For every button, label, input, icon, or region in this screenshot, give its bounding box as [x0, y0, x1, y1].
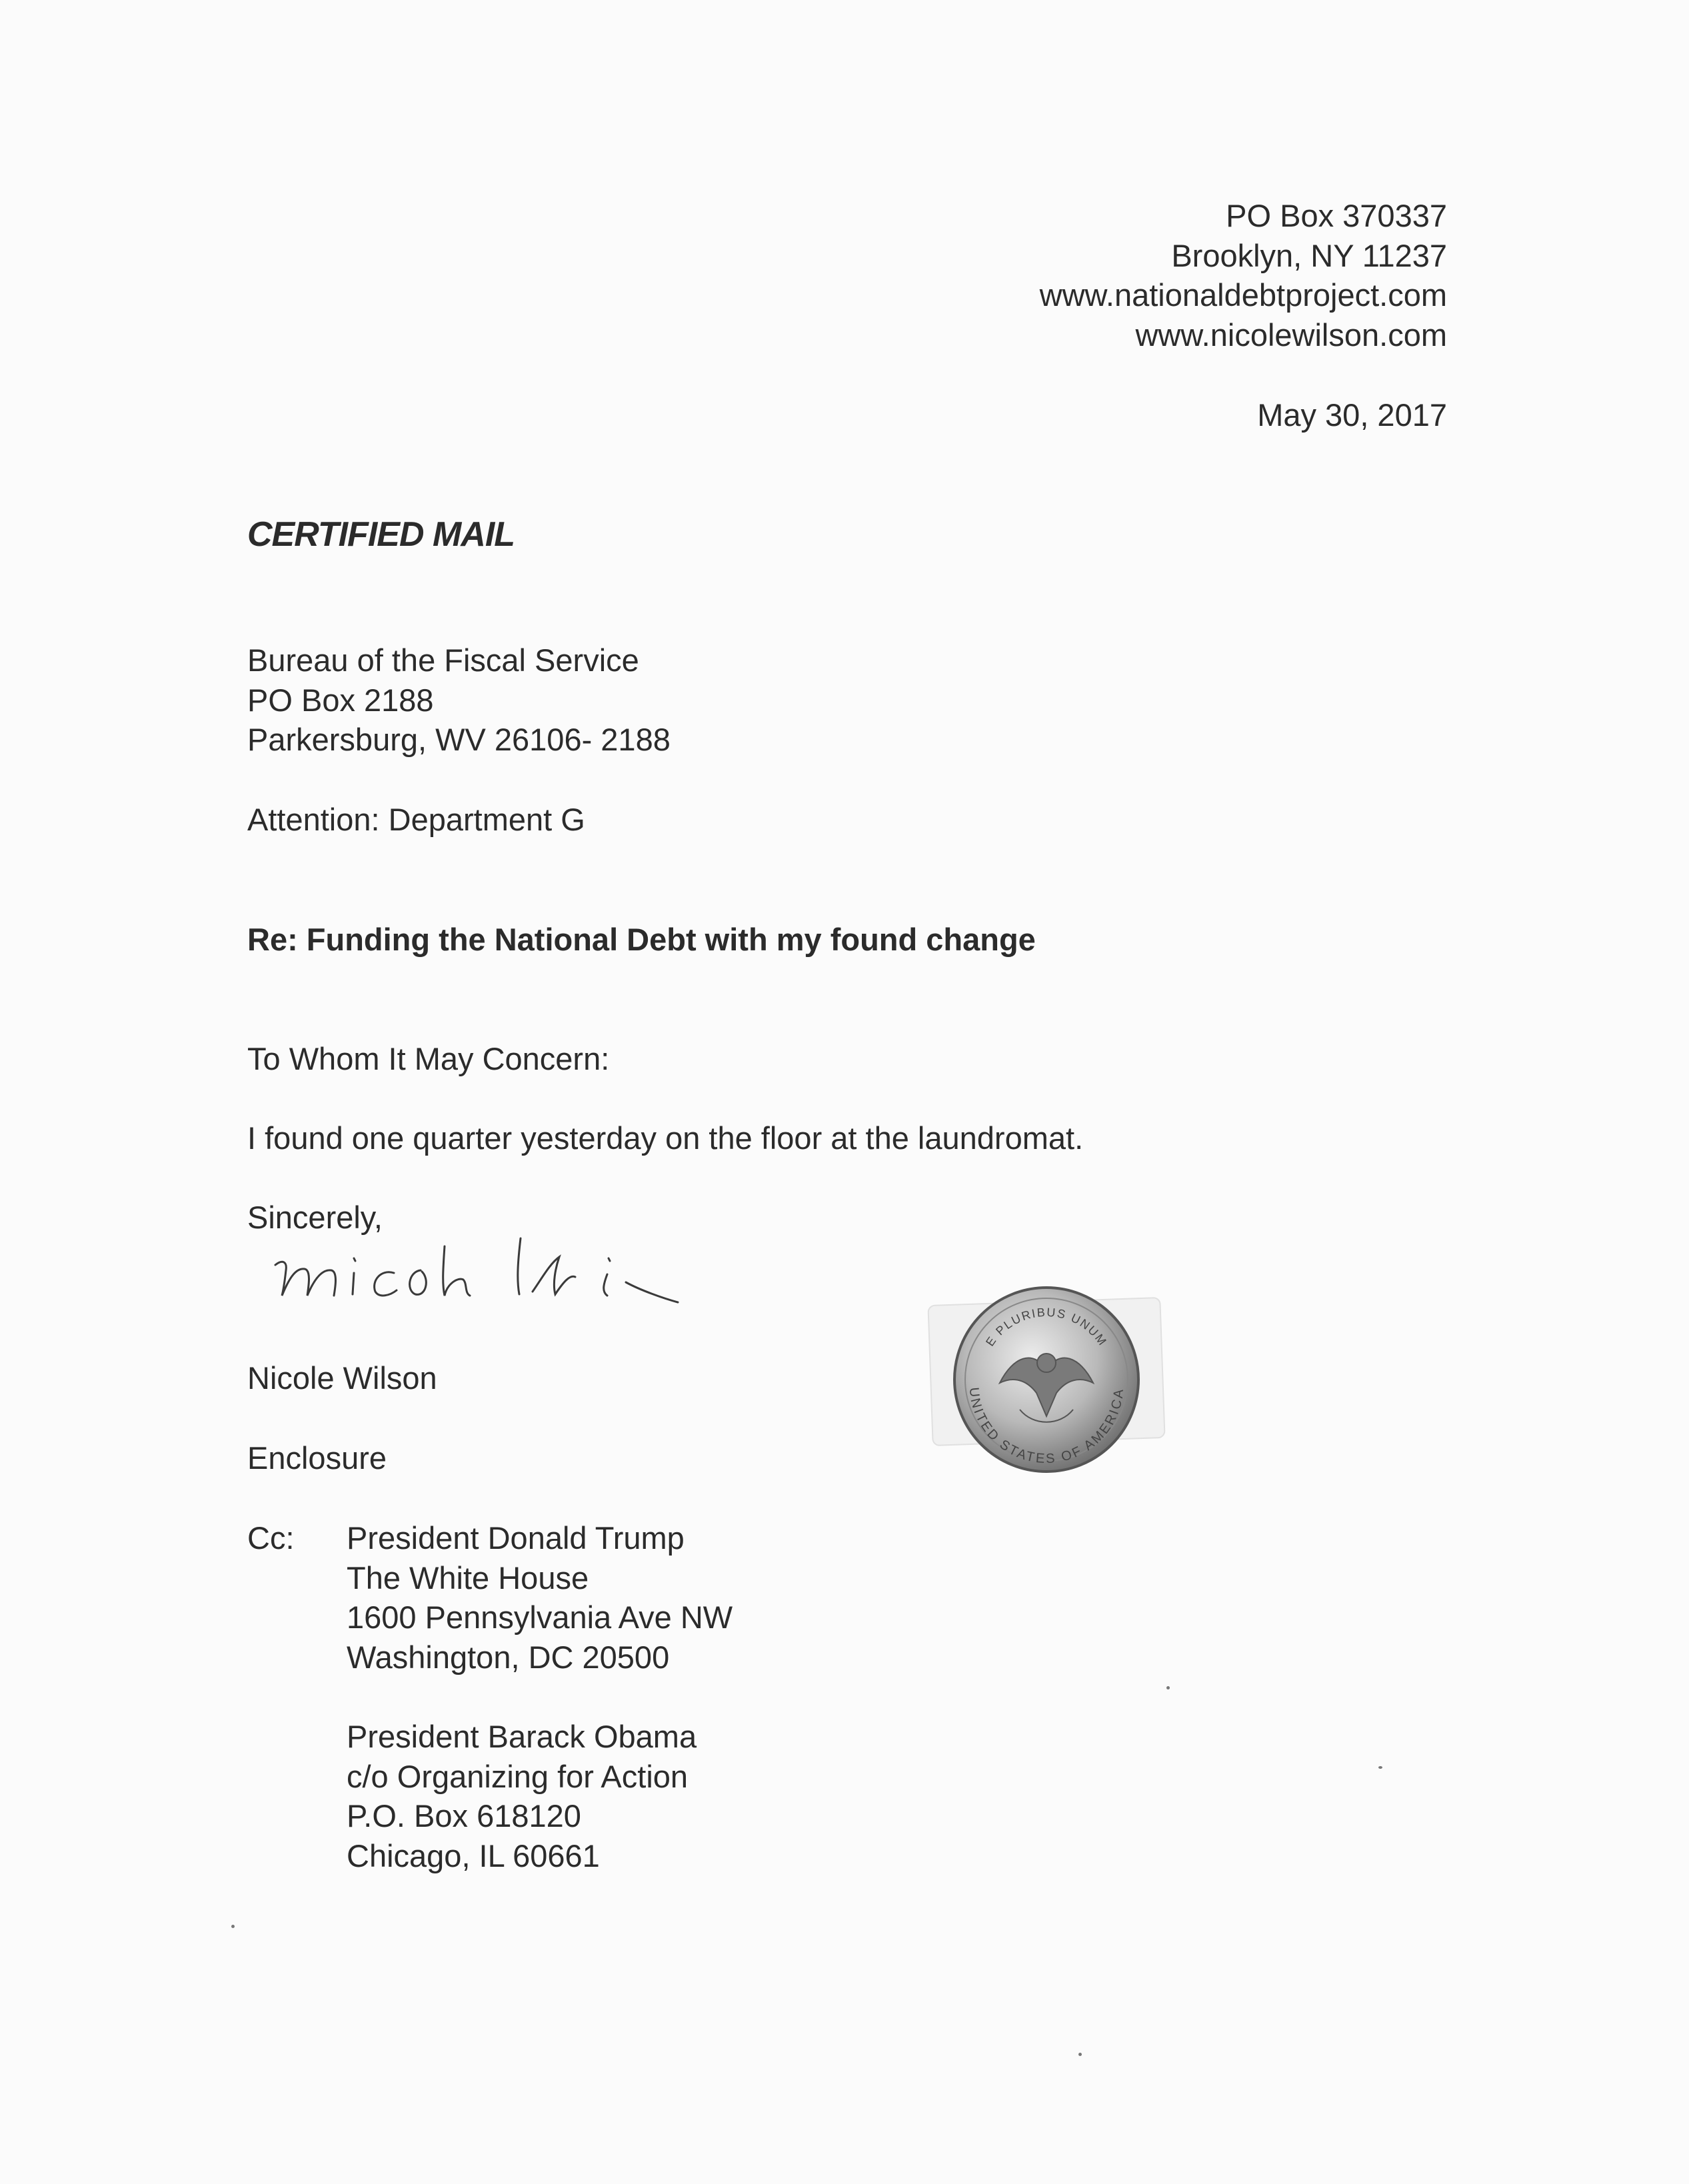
mail-type-heading: CERTIFIED MAIL: [247, 515, 515, 554]
sender-address-line: PO Box 370337: [1226, 198, 1447, 233]
sender-address-line: Brooklyn, NY 11237: [1171, 237, 1447, 273]
cc-line: The White House: [347, 1560, 589, 1596]
coin-rim-text: UNITED STATES OF AMERICA: [966, 1386, 1127, 1467]
paper-speck: [231, 1925, 235, 1928]
taped-quarter-coin: [920, 1270, 1173, 1490]
cc-line: President Donald Trump: [347, 1520, 685, 1556]
recipient-line: PO Box 2188: [247, 682, 434, 718]
recipient-line: Bureau of the Fiscal Service: [247, 642, 639, 678]
coin-motto-text: E PLURIBUS UNUM: [983, 1305, 1110, 1349]
cc-line: P.O. Box 618120: [347, 1798, 581, 1833]
paper-speck: [1078, 2053, 1082, 2056]
cc-line: c/o Organizing for Action: [347, 1758, 689, 1794]
sender-website-line: www.nicolewilson.com: [1135, 317, 1447, 353]
recipient-line: Parkersburg, WV 26106- 2188: [247, 722, 671, 757]
cc-line: Washington, DC 20500: [347, 1639, 670, 1675]
letter-date: May 30, 2017: [1257, 397, 1447, 433]
paper-speck: [1166, 1686, 1170, 1689]
handwritten-signature: [270, 1226, 710, 1320]
cc-line: Chicago, IL 60661: [347, 1837, 600, 1873]
signer-name: Nicole Wilson: [247, 1360, 437, 1396]
cc-line: 1600 Pennsylvania Ave NW: [347, 1600, 733, 1635]
cc-recipient-obama: [347, 1717, 697, 1875]
enclosure-note: Enclosure: [247, 1440, 387, 1476]
cc-recipient-trump: [347, 1518, 733, 1677]
letter-body: I found one quarter yesterday on the floor at the laundromat.: [247, 1120, 1084, 1156]
attention-line: Attention: Department G: [247, 802, 585, 837]
sender-website-line: www.nationaldebtproject.com: [1039, 277, 1447, 313]
salutation: To Whom It May Concern:: [247, 1041, 610, 1076]
cc-label: Cc:: [247, 1520, 295, 1556]
recipient-address: [247, 640, 671, 760]
cc-line: President Barack Obama: [347, 1719, 697, 1754]
paper-speck: [1378, 1766, 1382, 1769]
subject-line: Re: Funding the National Debt with my found change: [247, 922, 1036, 957]
sender-address: [1040, 196, 1447, 355]
closing: Sincerely,: [247, 1200, 383, 1235]
